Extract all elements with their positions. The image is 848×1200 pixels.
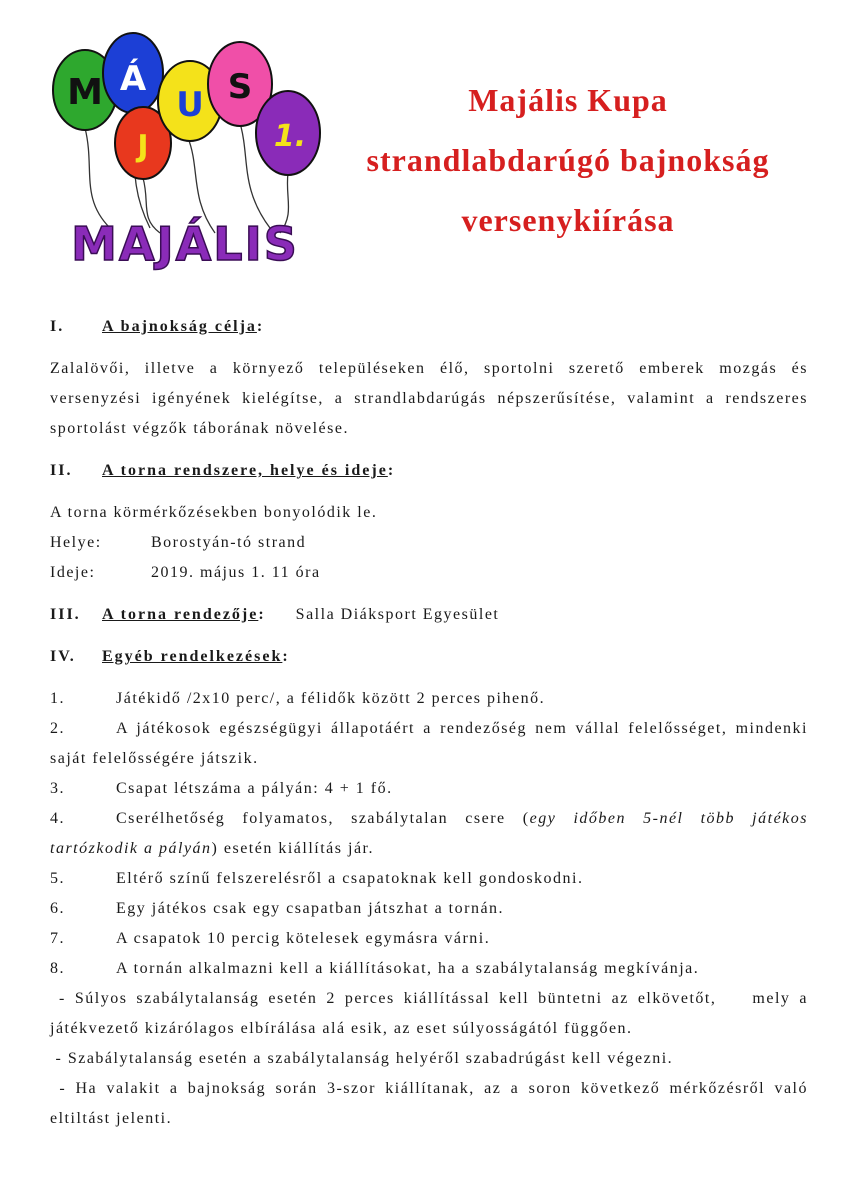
- balloon-blue-icon: [103, 33, 163, 113]
- title-line-2: strandlabdarúgó bajnokság: [366, 142, 770, 178]
- section-1-body: Zalalövői, illetve a környező településeken élő, sportolni szerető emberek mozgás és versenyzési igényének kielégítse, a strandlabdarúgás népszerűsítése, valamint a rendszeres sportolást végzők táborának növelése.: [50, 360, 808, 437]
- section-1-title: A bajnokság célja: [102, 318, 257, 335]
- document-body: [50, 312, 814, 1134]
- list-item: 7. A csapatok 10 percig kötelesek egymásra várni.: [50, 930, 491, 947]
- section-1-colon: :: [256, 318, 265, 335]
- section-2-title: A torna rendszere, helye és ideje: [102, 462, 388, 479]
- section-4-number: IV.: [50, 648, 76, 665]
- list-item: 6. Egy játékos csak egy csapatban játszhat a tornán.: [50, 900, 505, 917]
- list-item: 1. Játékidő /2x10 perc/, a félidők között 2 perces pihenő.: [50, 690, 546, 707]
- majalis-word: MAJÁLIS: [71, 217, 299, 271]
- svg-text:S: S: [227, 67, 253, 107]
- time-label: Ideje:: [50, 564, 96, 581]
- svg-text:1.: 1.: [273, 119, 307, 154]
- organizer-name: Salla Diáksport Egyesület: [295, 606, 500, 623]
- place-row: [50, 528, 808, 558]
- svg-text:M: M: [67, 72, 103, 113]
- place-value: Borostyán-tó strand: [151, 534, 307, 551]
- time-value: 2019. május 1. 11 óra: [151, 564, 321, 581]
- title-line-1: Majális Kupa: [468, 82, 668, 118]
- time-row: [50, 558, 808, 588]
- list-item: 2. A játékosok egészségügyi állapotáért a rendezőség nem vállal felelősséget, mindenki saját felelősségére játszik.: [50, 720, 808, 767]
- svg-text:Á: Á: [119, 59, 147, 99]
- svg-text:J: J: [137, 129, 149, 164]
- document-title: [318, 70, 818, 250]
- sub-item: - Szabálytalanság esetén a szabálytalanság helyéről szabadrúgást kell végezni.: [50, 1050, 674, 1067]
- place-label: Helye:: [50, 534, 102, 551]
- section-2-intro: A torna körmérkőzésekben bonyolódik le.: [50, 504, 378, 521]
- title-line-3: versenykiírása: [461, 202, 675, 238]
- majalis-logo: [40, 28, 330, 278]
- section-4-heading: [50, 642, 808, 672]
- sub-item: - Ha valakit a bajnokság során 3-szor kiállítanak, az a soron következő mérkőzésről való eltiltást jelenti.: [50, 1080, 814, 1127]
- list-item: 8. A tornán alkalmazni kell a kiállításokat, ha a szabálytalanság megkívánja.: [50, 960, 700, 977]
- section-3-heading: [50, 600, 808, 630]
- section-3-colon: :: [258, 606, 266, 623]
- section-2-number: II.: [50, 462, 73, 479]
- section-2-heading: [50, 456, 808, 486]
- svg-text:U: U: [176, 85, 204, 125]
- balloon-purple-icon: [256, 91, 320, 175]
- section-3-number: III.: [50, 606, 81, 623]
- section-3-title: A torna rendezője: [102, 606, 259, 623]
- list-item: 3. Csapat létszáma a pályán: 4 + 1 fő.: [50, 780, 393, 797]
- section-4-colon: :: [282, 648, 290, 665]
- list-item: 5. Eltérő színű felszerelésről a csapatoknak kell gondoskodni.: [50, 870, 584, 887]
- section-1-number: I.: [50, 318, 65, 335]
- sub-item: - Súlyos szabálytalanság esetén 2 perces kiállítással kell büntetni az elkövetőt, mely a játékvezető kizárólagos elbírálása alá esik, az eset súlyosságától függően.: [50, 990, 814, 1037]
- list-item: 4. Cserélhetőség folyamatos, szabálytalan csere (egy időben 5-nél több játékos tartózkodik a pályán) esetén kiállítás jár.: [50, 810, 808, 857]
- section-1-heading: [50, 312, 808, 342]
- section-4-title: Egyéb rendelkezések: [102, 648, 283, 665]
- section-2-colon: :: [387, 462, 396, 479]
